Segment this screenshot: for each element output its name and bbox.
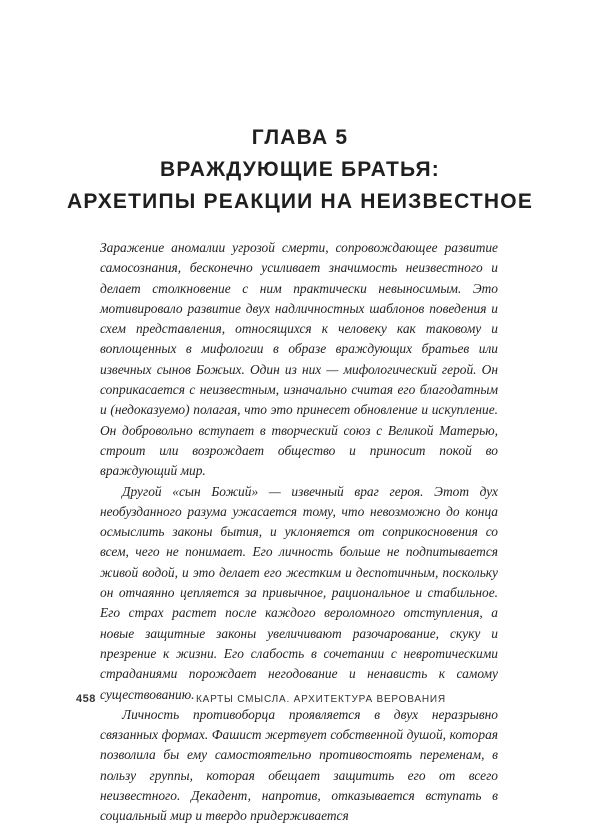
chapter-title-line-2: АРХЕТИПЫ РЕАКЦИИ НА НЕИЗВЕСТНОЕ — [66, 190, 534, 213]
chapter-title-line-1: ВРАЖДУЮЩИЕ БРАТЬЯ: — [160, 158, 440, 181]
paragraph: Заражение аномалии угрозой смерти, сопровождающее развитие самосознания, бесконечно усиливает значимость неизвестного и делает столкновение с ним практически невыносимым. Это мотивировало развитие двух надличностных шаблонов поведения и схем представления, относящихся к человеку как таковому и воплощенных в мифологии в образе враждующих братьев или извечных сынов Божьих. Один из них — мифологический герой. Он соприкасается с неизвестным, изначально считая его благодатным и (недоказуемо) полагая, что это принесет обновление и искупление. Он добровольно вступает в творческий союз с Великой Матерью, строит или возрождает общество и приносит покой во враждующий мир. — [100, 240, 498, 479]
paragraph: Личность противоборца проявляется в двух неразрывно связанных формах. Фашист жертвует собственной душой, которая позволила бы ему самостоятельно противостоять переменам, в пользу группы, которая обещает защитить его от всего неизвестного. Декадент, напротив, отказывается вступать в социальный мир и твердо придерживается — [100, 706, 498, 824]
page-footer — [76, 693, 536, 711]
chapter-number: ГЛАВА 5 — [251, 126, 349, 149]
paragraph: Другой «сын Божий» — извечный враг героя. Этот дух необузданного разума ужасается тому, что невозможно до конца осмыслить законы бытия, и уклоняется от соприкосновения со всем, чего не понимает. Его личность больше не подпитывается живой водой, и это делает его жестким и деспотичным, поскольку он отчаянно цепляется за привычное, рациональное и стабильное. Его страх растет после каждого вероломного отступления, а новые защитные законы увеличивают разочарование, скуку и презрение к жизни. Его слабость в сочетании с невротическими страданиями порождает негодование и ненависть к самому существованию. — [100, 483, 498, 702]
body-text — [100, 238, 498, 827]
page-number: 458 — [76, 693, 96, 705]
running-title: КАРТЫ СМЫСЛА. АРХИТЕКТУРА ВЕРОВАНИЯ — [196, 694, 446, 705]
chapter-heading — [60, 122, 540, 218]
